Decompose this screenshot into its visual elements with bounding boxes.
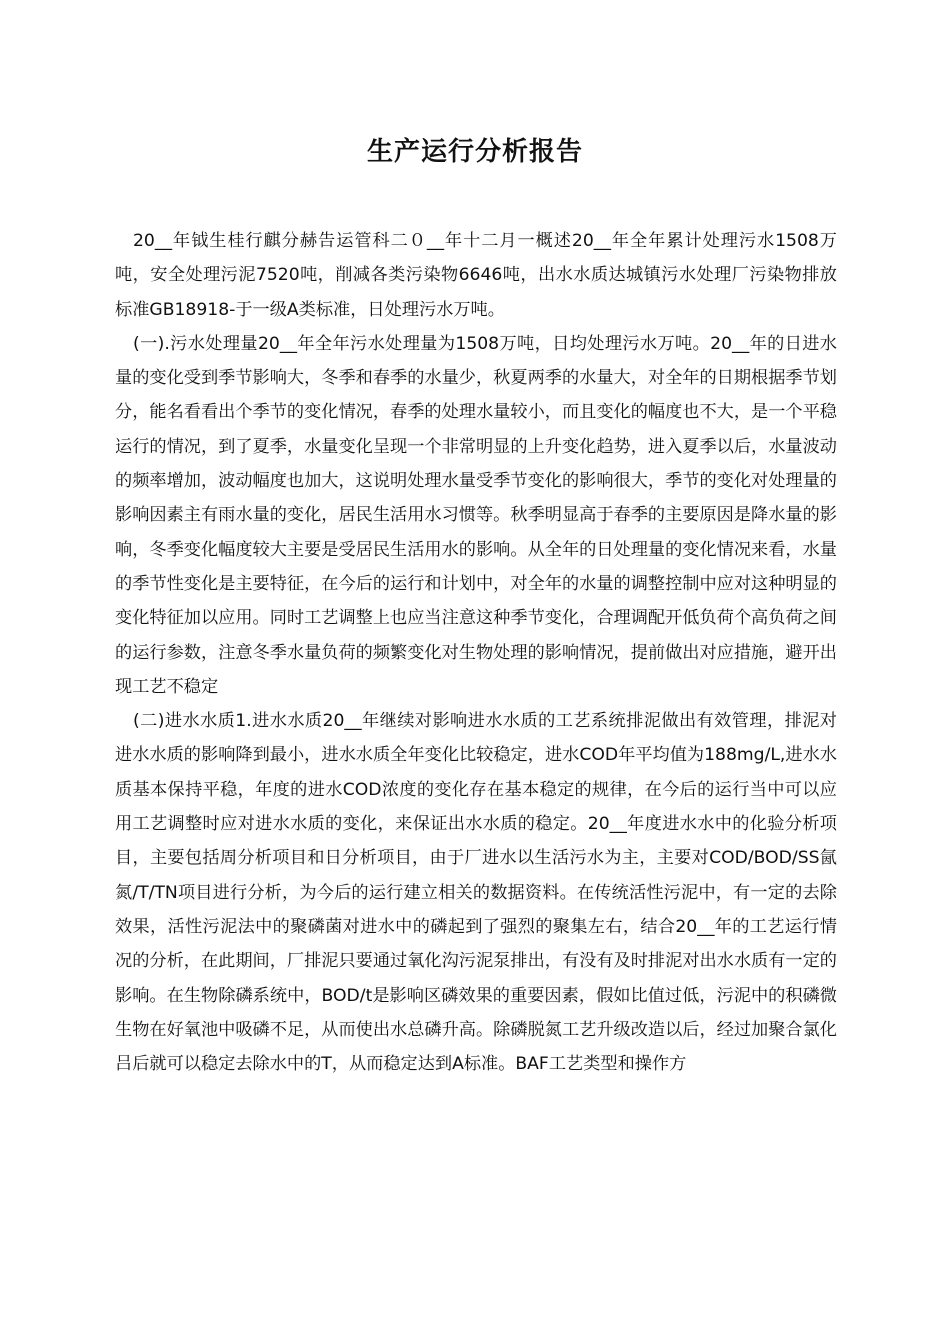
document-body — [115, 224, 837, 1081]
document-title: 生产运行分析报告 — [366, 137, 583, 167]
paragraph-sewage-volume: (一).污水处理量20__年全年污水处理量为1508万吨，日均处理污水万吨。20__年的日进水量的变化受到季节影响大，冬季和春季的水量少，秋夏两季的水量大，对全年的日期根据季节划分，能名看看出个季节的变化情况，春季的处理水量较小，而且变化的幅度也不大，是一个平稳运行的情况，到了夏季，水量变化呈现一个非常明显的上升变化趋势，进入夏季以后，水量波动的频率增加，波动幅度也加大，这说明处理水量受季节变化的影响很大，季节的变化对处理量的影响因素主有雨水量的变化，居民生活用水习惯等。秋季明显高于春季的主要原因是降水量的影响，冬季变化幅度较大主要是受居民生活用水的影响。从全年的日处理量的变化情况来看，水量的季节性变化是主要特征，在今后的运行和计划中，对全年的水量的调整控制中应对这种明显的变化特征加以应用。同时工艺调整上也应当注意这种季节变化，合理调配开低负荷个高负荷之间的运行参数，注意冬季水量负荷的频繁变化对生物处理的影响情况，提前做出对应措施，避开出现工艺不稳定 — [115, 333, 837, 697]
paragraph-influent-quality: (二)进水水质1.进水水质20__年继续对影响进水水质的工艺系统排泥做出有效管理，排泥对进水水质的影响降到最小，进水水质全年变化比较稳定，进水COD年平均值为188mg/L,进水水质基本保持平稳，年度的进水COD浓度的变化存在基本稳定的规律，在今后的运行当中可以应用工艺调整时应对进水水质的变化，来保证出水水质的稳定。20__年度进水水中的化验分析项目，主要包括周分析项目和日分析项目，由于厂进水以生活污水为主，主要对COD/BOD/SS氤氮/T/TN项目进行分析，为今后的运行建立相关的数据资料。在传统活性污泥中，有一定的去除效果，活性污泥法中的聚磷菌对进水中的磷起到了强烈的聚集左右，结合20__年的工艺运行情况的分析，在此期间，厂排泥只要通过氧化沟污泥泵排出，有没有及时排泥对出水水质有一定的影响。在生物除磷系统中，BOD/t是影响区磷效果的重要因素，假如比值过低，污泥中的积磷微生物在好氧池中吸磷不足，从而使出水总磷升高。除磷脱氮工艺升级改造以后，经过加聚合氯化吕后就可以稳定去除水中的T，从而稳定达到A标准。BAF工艺类型和操作方 — [115, 711, 837, 1075]
paragraph-overview: 20__年钺生桂行麒分赫告运管科二０__年十二月一概述20__年全年累计处理污水1508万吨，安全处理污泥7520吨，削减各类污染物6646吨，出水水质达城镇污水处理厂污染物排放标准GB18918-于一级A类标准，日处理污水万吨。 — [115, 231, 837, 320]
